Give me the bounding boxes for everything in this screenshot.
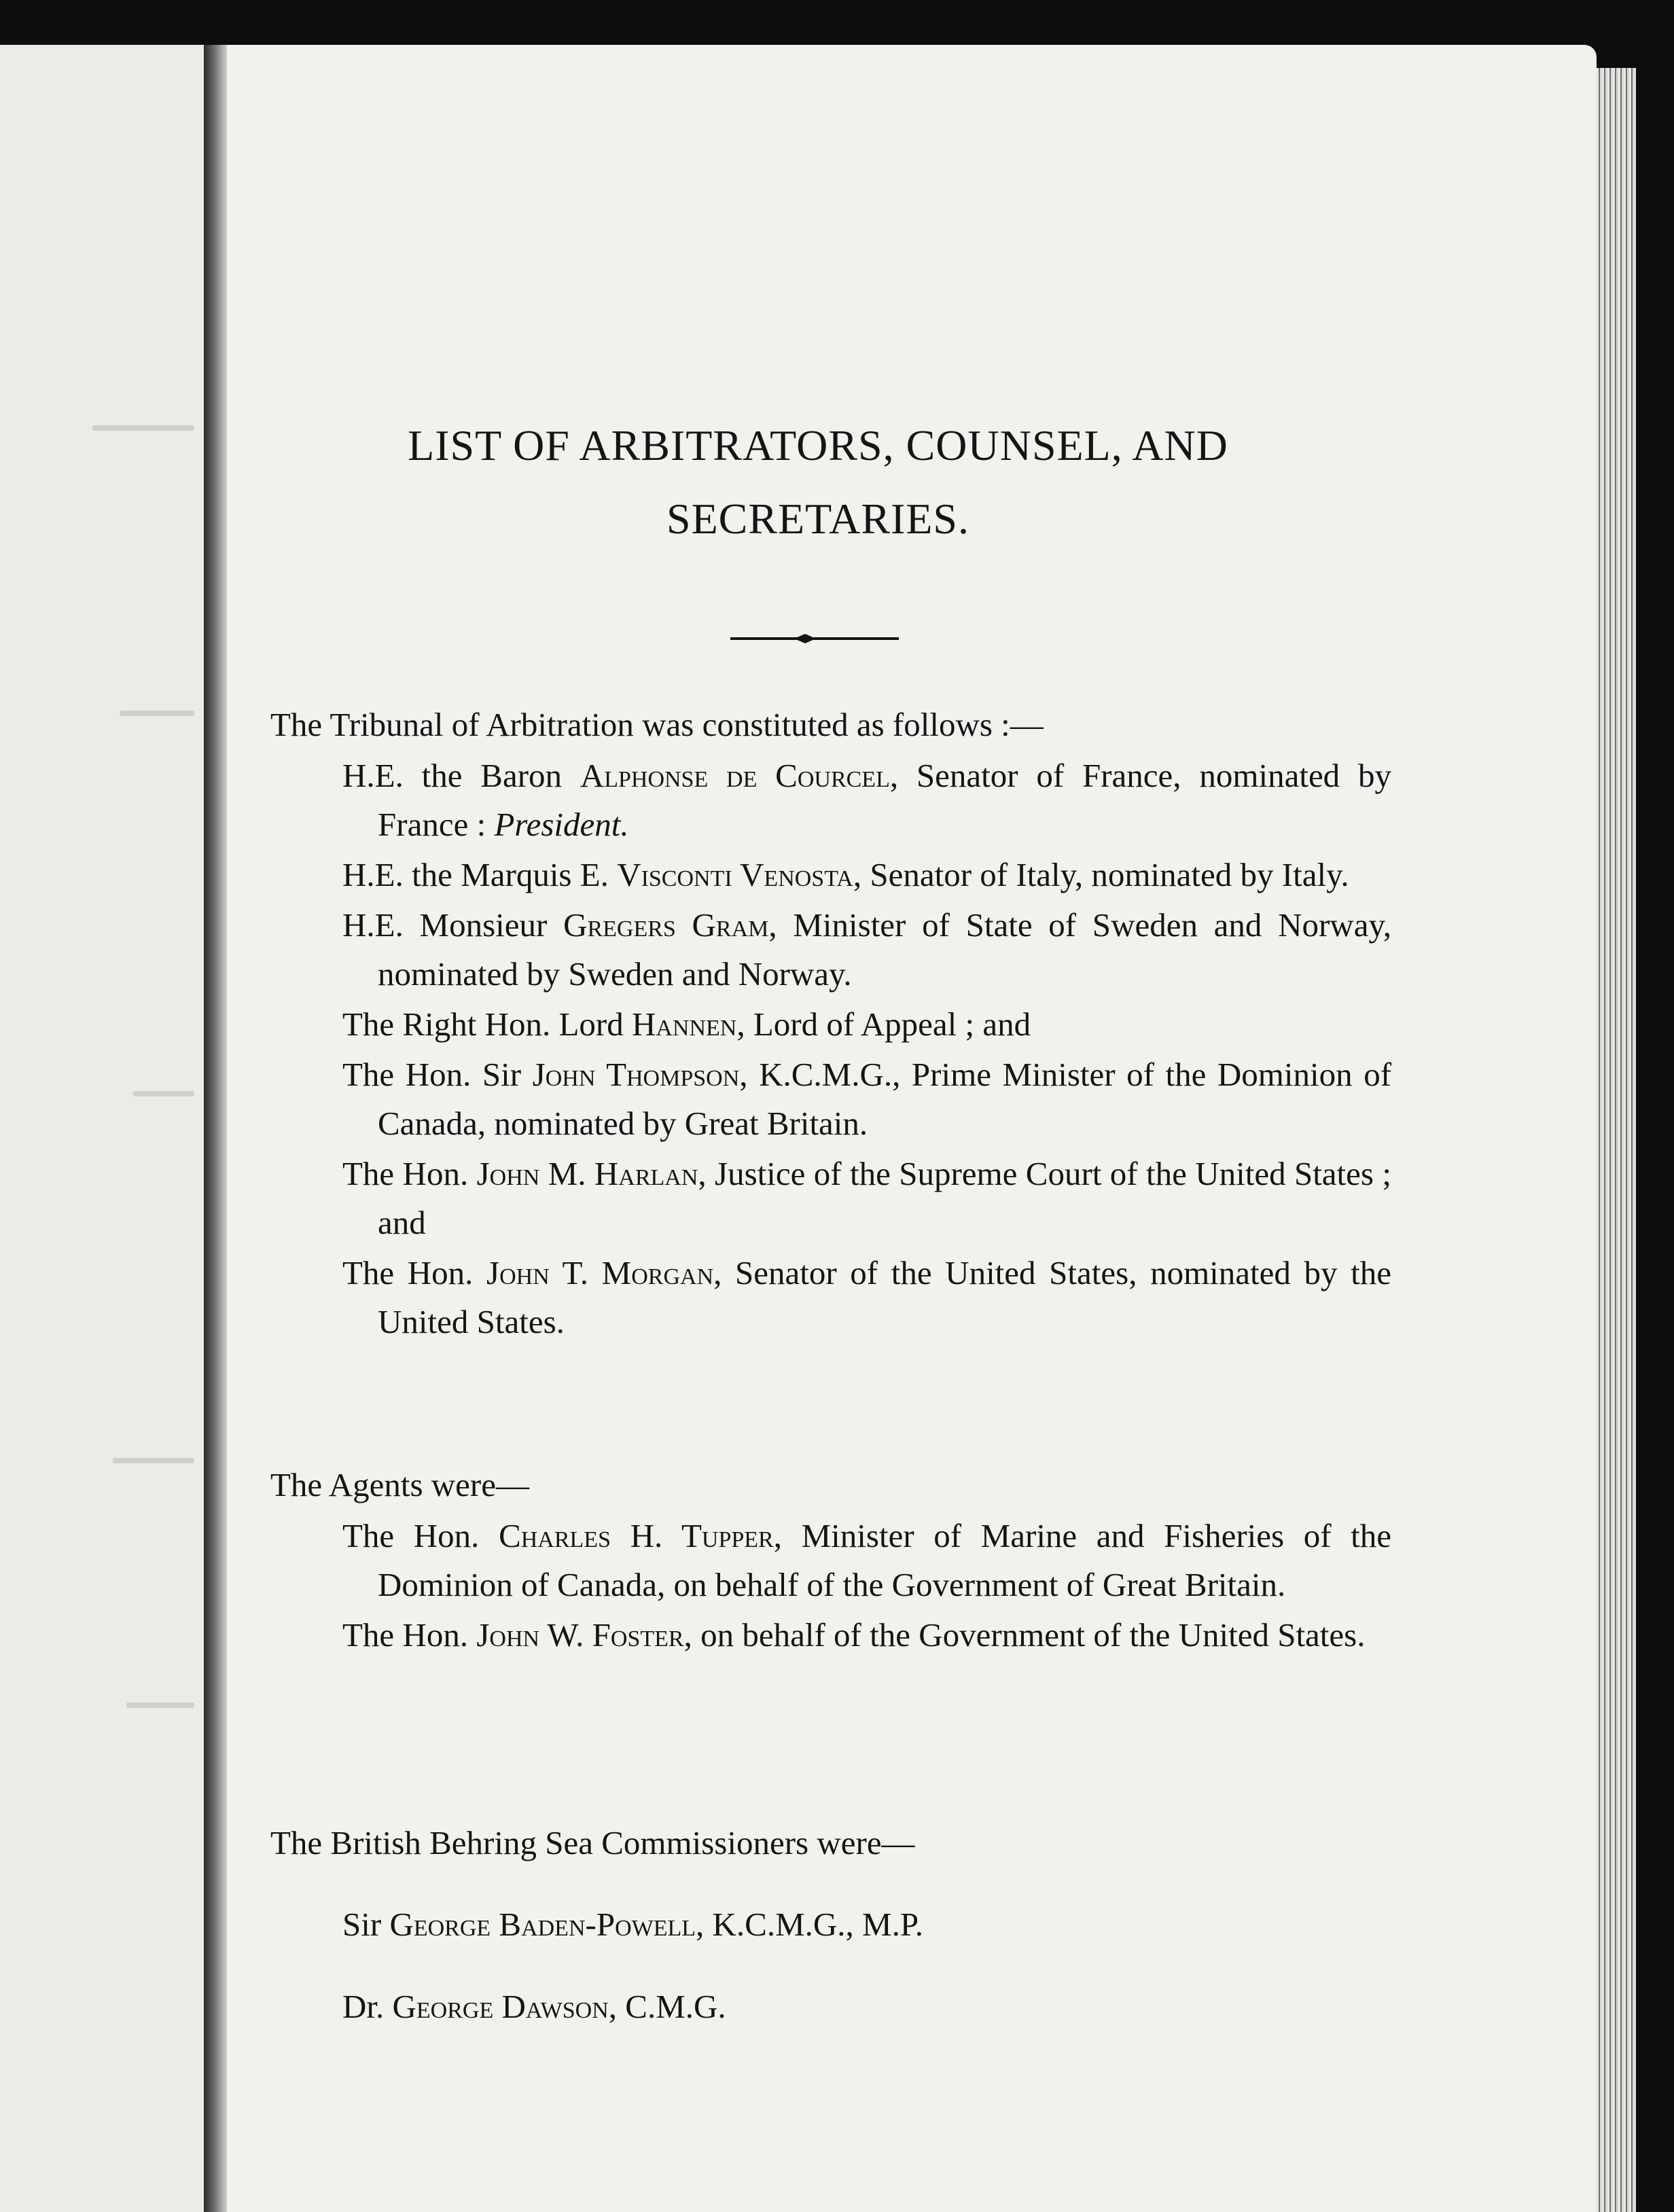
entry-name: John T. Morgan [486,1254,714,1291]
entry-suffix: , Justice of the Supreme Court of the United States ; and [378,1155,1391,1241]
entry-name: John M. Harlan [476,1155,698,1192]
bleed-through-mark [92,425,194,431]
bleed-through-mark [113,1458,194,1463]
agents-list [270,1512,1391,1660]
entry-name: Alphonse de Courcel [580,757,890,794]
arbitrator-entry [342,1249,1391,1346]
entry-prefix: The Hon. [342,1254,487,1291]
entry-name: John Thompson [532,1056,740,1093]
page-title [308,409,1328,556]
entry-prefix: The Hon. Sir [342,1056,533,1093]
entry-suffix: , Senator of the United States, nominated by the United States. [378,1254,1391,1340]
entry-prefix: The Hon. [342,1517,499,1554]
entry-prefix: Sir [342,1906,390,1943]
tribunal-list [270,751,1391,1346]
facing-page [0,45,204,2212]
entry-suffix: , Lord of Appeal ; and [736,1005,1031,1043]
entry-name: George Dawson [392,1988,609,2025]
entry-suffix: , Minister of State of Sweden and Norway, nominated by Sweden and Norway. [378,906,1392,993]
entry-prefix: H.E. Monsieur [342,906,564,944]
tribunal-intro: The Tribunal of Arbitration was constituted as follows :— [270,706,1044,743]
entry-name: John W. Foster [476,1616,684,1654]
agent-entry [342,1611,1391,1660]
agents-intro: The Agents were— [270,1466,529,1503]
ornament-rule-icon [726,632,903,645]
entry-prefix: The Hon. [342,1616,477,1654]
agents-section [270,1461,1391,1660]
entry-prefix: Dr. [342,1988,393,2025]
page-content [227,45,1597,2212]
entry-suffix: , K.C.M.G., Prime Minister of the Dominion of Canada, nominated by Great Britain. [378,1056,1392,1142]
page-edge-stack [1597,68,1636,2212]
commissioner-entry [342,1982,1391,2031]
entry-suffix: , on behalf of the Government of the United States. [683,1616,1366,1654]
bleed-through-mark [126,1702,194,1708]
document-page [227,45,1597,2212]
entry-suffix: , K.C.M.G., M.P. [696,1906,923,1943]
entry-prefix: H.E. the Marquis E. [342,856,618,893]
entry-role: President. [494,806,629,843]
entry-prefix: The Hon. [342,1155,477,1192]
arbitrator-entry [342,1050,1391,1148]
entry-name: George Baden-Powell [389,1906,696,1943]
commissioners-list [270,1900,1391,2031]
entry-name: Hannen [631,1005,737,1043]
bleed-through-mark [120,711,194,716]
entry-suffix: , Minister of Marine and Fisheries of the Dominion of Canada, on behalf of the Government of Great Britain. [378,1517,1392,1603]
arbitrator-entry [342,1149,1391,1247]
commissioners-section [270,1819,1391,2065]
entry-suffix: , Senator of Italy, nominated by Italy. [853,856,1349,893]
entry-suffix: , Senator of France, nominated by France : [378,757,1391,843]
tribunal-section [270,701,1391,1346]
agent-entry [342,1512,1391,1609]
bleed-through-mark [133,1091,194,1096]
arbitrator-entry [342,851,1391,899]
arbitrator-entry [342,751,1391,849]
entry-name: Charles H. Tupper [499,1517,774,1554]
title-line-1: LIST OF ARBITRATORS, COUNSEL, AND [408,421,1228,469]
arbitrator-entry [342,1000,1391,1049]
entry-suffix: , C.M.G. [608,1988,726,2025]
entry-name: Gregers Gram [563,906,769,944]
entry-prefix: H.E. the Baron [342,757,580,794]
arbitrator-entry [342,901,1391,999]
commissioner-entry [342,1900,1391,1949]
book-gutter [204,45,227,2212]
commissioners-intro: The British Behring Sea Commissioners were— [270,1824,915,1861]
entry-name: Visconti Venosta [617,856,853,893]
entry-prefix: The Right Hon. Lord [342,1005,632,1043]
title-line-2: SECRETARIES. [666,495,970,543]
